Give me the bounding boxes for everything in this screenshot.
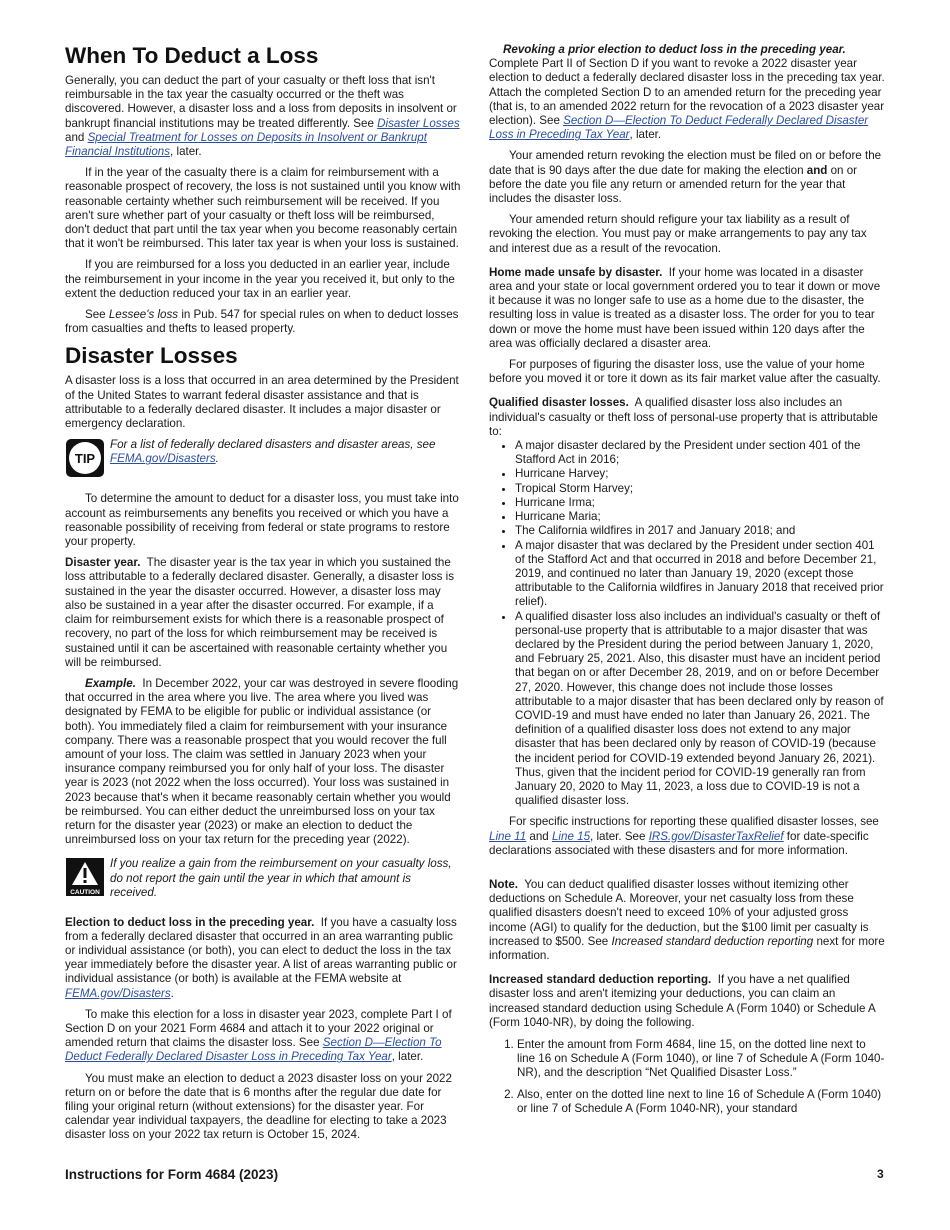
footer-title: Instructions for Form 4684 (2023) bbox=[65, 1167, 279, 1182]
paragraph: Note. You can deduct qualified disaster losses without itemizing other deductions on Schedule A. Moreover, your net casualty loss from these qualified disasters doesn't need to exceed 10% of your adjusted gross income (AGI) to qualify for the deduction, but the $100 limit per casualty is increased to $500. See Increased standard deduction reporting next for more information. bbox=[489, 877, 885, 962]
paragraph: If you are reimbursed for a loss you deducted in an earlier year, include the reimbursement in your income in the year you received it, but only to the extent the deduction reduced your tax in an earlier year. bbox=[65, 258, 455, 300]
link-line-15[interactable]: Line 15 bbox=[551, 829, 591, 843]
tip-icon bbox=[65, 438, 105, 482]
run-in-heading: Increased standard deduction reporting. bbox=[489, 973, 712, 987]
paragraph: Disaster year. The disaster year is the tax year in which you sustained the loss attributable to a federally declared disaster. Generally, a disaster loss is sustained in the year the disaster occurred. However, a disaster loss may also be sustained in a year after the disaster occurred. For example, if a claim for reimbursement exists for which there is a reasonable prospect of recovery, no part of the loss for which reimbursement may be received is sustained until it can be ascertained with reasonable certainty whether you will be reimbursed. bbox=[65, 556, 455, 669]
paragraph: Your amended return should refigure your tax liability as a result of revoking the election. You must pay or make arrangements to pay any tax and interest due as a result of the revocation. bbox=[489, 213, 867, 255]
heading-when-to-deduct: When To Deduct a Loss bbox=[65, 43, 319, 68]
paragraph: For specific instructions for reporting these qualified disaster losses, see Line 11 and Line 15, later. See IRS.gov/DisasterTaxRelief for date-specific declarations associated with these disasters and for more information. bbox=[489, 815, 879, 857]
paragraph: For purposes of figuring the disaster loss, use the value of your home before you moved it or tore it down as its fair market value after the casualty. bbox=[489, 358, 881, 386]
page-number: 3 bbox=[877, 1167, 884, 1181]
list-item: 1. Enter the amount from Form 4684, line 15, on the dotted line next to line 16 on Schedule A (Form 1040), or line 7 of Schedule A (Form 1040-NR), and the description “Net Qualified Disaster Loss.” bbox=[517, 1038, 885, 1081]
paragraph: Generally, you can deduct the part of your casualty or theft loss that isn't reimbursable in the tax year the casualty occurred or the theft was discovered. However, a disaster loss and a loss from deposits in insolvent or bankrupt financial institutions may be treated differently. See Disaster Losses and Special Treatment for Losses on Deposits in Insolvent or Bankrupt Financial Institutions, later. bbox=[65, 74, 460, 159]
paragraph: If in the year of the casualty there is a claim for reimbursement with a reasonable prospect of recovery, the loss is not sustained until you know with reasonable certainty whether such reimbursement will be received. If you aren't sure whether part of your casualty or theft loss will be reimbursed, don't deduct that part until the tax year when you become reasonably certain that it won't be reimbursed. This later tax year is when your loss is sustained. bbox=[65, 166, 461, 251]
paragraph: A disaster loss is a loss that occurred in an area determined by the President of the United States to warrant federal disaster assistance and that is attributable to a federally declared disaster. It includes a major disaster or emergency declaration. bbox=[65, 374, 459, 431]
list-item: 2. Also, enter on the dotted line next to line 16 of Schedule A (Form 1040) or line 7 of Schedule A (Form 1040-NR), your standard bbox=[517, 1088, 885, 1116]
tip-label: TIP bbox=[74, 451, 96, 467]
run-in-heading: Example. bbox=[85, 676, 136, 690]
list-item: • A major disaster that was declared by the President under section 401 of the Stafford Act and that occurred in 2018 and before December 21, 2019, and continued no later than January 19, 2020 (except those attributable to the California wildfires in January 2018 that received prior relief). bbox=[515, 539, 885, 610]
paragraph: Your amended return revoking the election must be filed on or before the date that is 90 days after the due date for making the election and on or before the date you file any return or amended return for the year that includes the disaster loss. bbox=[489, 149, 882, 206]
tip-note bbox=[65, 438, 461, 482]
link-fema-disasters[interactable]: FEMA.gov/Disasters bbox=[110, 452, 216, 466]
paragraph: To determine the amount to deduct for a disaster loss, you must take into account as reimbursements any benefits you received or which you have a reasonable possibility of receiving from federal or state programs to restore your property. bbox=[65, 492, 459, 549]
paragraph: Example. In December 2022, your car was destroyed in severe flooding that occurred in the area where you live. The area where you lived was designated by FEMA to be eligible for public or individual assistance (or both). You immediately filed a claim for reimbursement with your insurance company. There was a reasonable prospect that you would recover the full amount of your loss. The claim was settled in January 2023 when your insurance company reimbursed you for only half of your loss. The disaster year is 2023 (not 2022 when the loss occurred). Your loss was sustained in 2023 because that's when it became reasonably certain whether you would be reimbursed. You can either deduct the unreimbursed loss on your tax return for the disaster year (2023) or make an election to deduct the unreimbursed loss on your tax return for the preceding year (2022). bbox=[65, 676, 459, 847]
run-in-heading: Disaster year. bbox=[65, 556, 141, 570]
paragraph: Increased standard deduction reporting. If you have a net qualified disaster loss and aren't itemizing your deductions, you can claim an increased standard deduction using Schedule A (Form 1040) or Schedule A (Form 1040-NR), by doing the following. bbox=[489, 973, 876, 1029]
list-item: • Hurricane Irma; bbox=[515, 496, 885, 510]
link-disaster-losses[interactable]: Disaster Losses bbox=[377, 116, 460, 130]
paragraph: Qualified disaster losses. A qualified disaster loss also includes an individual's casualty or theft loss of personal-use property that is attributable to: bbox=[489, 396, 878, 438]
link-section-d-2[interactable]: Section D—Election To Deduct Federally Declared Disaster Loss in Preceding Tax Year bbox=[489, 114, 869, 142]
emphasis: Increased standard deduction reporting bbox=[611, 934, 814, 948]
list-item: • Tropical Storm Harvey; bbox=[515, 482, 885, 496]
list-item: • The California wildfires in 2017 and January 2018; and bbox=[515, 524, 885, 538]
link-section-d[interactable]: Section D—Election To Deduct Federally Declared Disaster Loss in Preceding Tax Year bbox=[65, 1036, 442, 1064]
run-in-heading: Qualified disaster losses. bbox=[489, 396, 629, 410]
link-fema-disasters-2[interactable]: FEMA.gov/Disasters bbox=[65, 986, 171, 1000]
paragraph: To make this election for a loss in disaster year 2023, complete Part I of Section D on your 2021 Form 4684 and attach it to your 2022 original or amended return that claims the disaster loss. See Section D—Election To Deduct Federally Declared Disaster Loss in Preceding Tax Year, later. bbox=[65, 1007, 452, 1064]
list-item: • A qualified disaster loss also includes an individual's casualty or theft of personal-use property that is attributable to a major disaster that was declared by the President during the period between January 1, 2020, and February 25, 2021. Also, this disaster must have an incident period that began on or after December 28, 2019, and on or before December 27, 2020. However, this change does not include those losses attributable to a major disaster that has been declared only by reason of COVID-19 and must have ended no later than January 26, 2021. The definition of a qualified disaster loss does not extend to any major disaster that has been declared only by reason of COVID-19 (because the incident period for COVID-19 extended beyond January 26, 2021). Thus, given that the incident period for COVID-19 generally ran from January 20, 2020 to May 11, 2023, a loss due to COVID-19 is not a qualified disaster loss. bbox=[515, 610, 885, 809]
caution-text: If you realize a gain from the reimbursement on your casualty loss, do not report the gain until the year in which that amount is received. bbox=[110, 857, 452, 899]
paragraph: Revoking a prior election to deduct loss in the preceding year. Complete Part II of Section D if you want to revoke a 2022 disaster year election to deduct a federally declared disaster loss in the preceding tax year. Attach the completed Section D to an amended return for the preceding year (that is, to an amended 2022 return for the revocation of a 2023 disaster year election). See Section D—Election To Deduct Federally Declared Disaster Loss in Preceding Tax Year, later. bbox=[489, 43, 885, 142]
paragraph: Home made unsafe by disaster. If your home was located in a disaster area and your state or local government ordered you to tear it down or move it because it was no longer safe to use as a home due to the disaster, the resulting loss in value is treated as a disaster loss. The order for you to tear down or move the home must have been issued within 120 days after the area was officially declared a disaster area. bbox=[489, 265, 881, 350]
run-in-heading: Revoking a prior election to deduct loss in the preceding year. bbox=[503, 43, 846, 56]
caution-label: CAUTION bbox=[70, 889, 100, 897]
tip-text: For a list of federally declared disasters and disaster areas, see FEMA.gov/Disasters. bbox=[110, 438, 436, 466]
link-line-11[interactable]: Line 11 bbox=[489, 829, 527, 843]
paragraph: Election to deduct loss in the preceding year. If you have a casualty loss from a federally declared disaster that occurred in an area warranting public or individual assistance (or both), you can elect to deduct the loss in the tax year immediately before the disaster year. A list of areas warranting public or individual assistance (or both) is available at the FEMA website at FEMA.gov/Disasters. bbox=[65, 915, 457, 1000]
steps-list bbox=[489, 1038, 885, 1116]
list-item: • A major disaster declared by the President under section 401 of the Stafford Act in 2016; bbox=[515, 439, 885, 467]
run-in-heading: Election to deduct loss in the preceding year. bbox=[65, 915, 315, 929]
paragraph: See Lessee's loss in Pub. 547 for special rules on when to deduct losses from casualties and thefts to leased property. bbox=[65, 308, 459, 336]
link-disaster-tax-relief[interactable]: IRS.gov/DisasterTaxRelief bbox=[648, 829, 784, 843]
caution-icon bbox=[65, 857, 105, 901]
run-in-heading: Home made unsafe by disaster. bbox=[489, 265, 663, 279]
link-special-treatment[interactable]: Special Treatment for Losses on Deposits in Insolvent or Bankrupt Financial Institutions bbox=[65, 130, 427, 159]
list-item: • Hurricane Maria; bbox=[515, 510, 885, 524]
right-column bbox=[489, 43, 885, 1123]
run-in-heading: Note. bbox=[489, 877, 518, 891]
left-column bbox=[65, 40, 461, 1150]
list-item: • Hurricane Harvey; bbox=[515, 467, 885, 481]
emphasis: Lessee's loss bbox=[108, 308, 179, 322]
heading-disaster-losses: Disaster Losses bbox=[65, 343, 238, 369]
qualified-disaster-list bbox=[489, 439, 885, 808]
paragraph: You must make an election to deduct a 2023 disaster loss on your 2022 return on or before the date that is 6 months after the regular due date for filing your original return (without extensions) for the disaster year. For calendar year individual taxpayers, the deadline for electing to take a 2023 disaster loss on your 2022 tax return is October 15, 2024. bbox=[65, 1071, 452, 1142]
caution-note bbox=[65, 857, 461, 901]
